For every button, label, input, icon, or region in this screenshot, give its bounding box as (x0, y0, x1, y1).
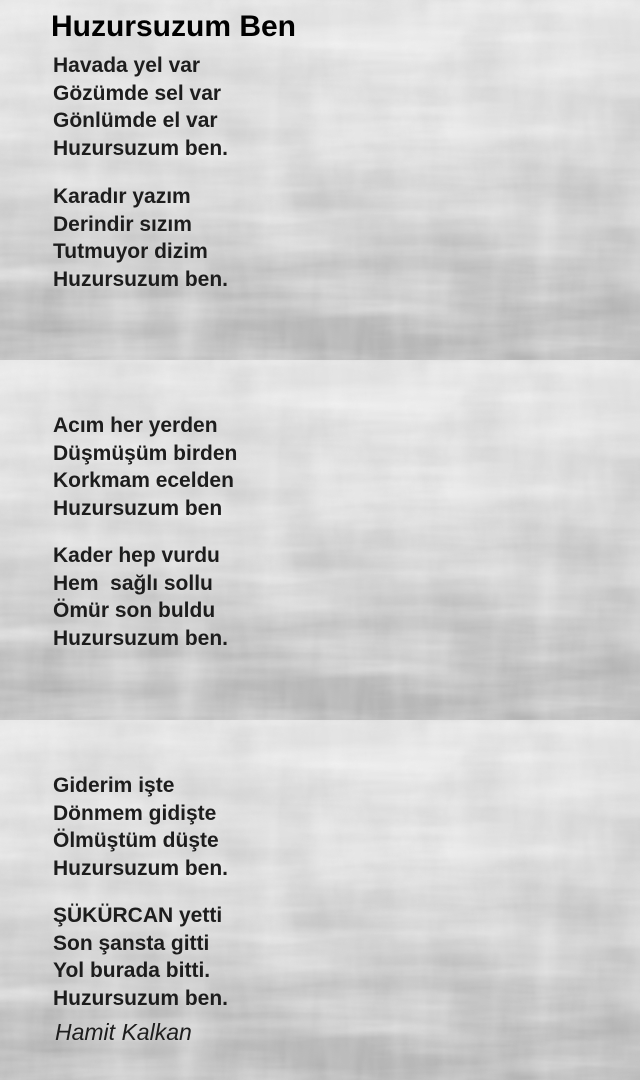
poem-title: Huzursuzum Ben (51, 10, 297, 43)
stanza-5 (53, 772, 228, 882)
poem-line: Huzursuzum ben. (53, 136, 229, 160)
poem-line: Derindir sızım (53, 212, 192, 236)
poem-line: Dönmem gidişte (53, 801, 217, 825)
poem-line: Korkmam ecelden (53, 469, 234, 492)
poem-line: Havada yel var (53, 54, 201, 77)
author-signature: Hamit Kalkan (55, 1019, 192, 1045)
poem-line: Karadır yazım (53, 185, 191, 208)
poem-line: Kader hep vurdu (53, 544, 220, 567)
poem-line: Düşmüşüm birden (53, 441, 238, 465)
poem-line: Huzursuzum ben. (53, 267, 229, 291)
poem-line: Huzursuzum ben. (53, 986, 229, 1010)
poem-line: Huzursuzum ben. (53, 626, 229, 650)
poem-line: Gözümde sel var (53, 81, 222, 105)
poem-line: Giderim işte (53, 774, 175, 797)
poem-line: Gönlümde el var (53, 109, 218, 132)
stanza-2 (53, 183, 228, 293)
poem-line: Yol burada bitti. (53, 959, 211, 982)
poem-line: Ölmüştüm düşte (53, 829, 219, 852)
poem-line: Hem sağlı sollu (53, 571, 213, 595)
poem-line: Huzursuzum ben. (53, 856, 229, 880)
stanza-6 (53, 902, 228, 1012)
poem-line: Tutmuyor dizim (53, 240, 208, 263)
poem-line: Acım her yerden (53, 414, 218, 437)
poem-line: ŞÜKÜRCAN yetti (53, 904, 223, 927)
poem-line: Huzursuzum ben (53, 496, 223, 520)
poem-line: Son şansta gitti (53, 931, 210, 955)
stanza-3 (53, 412, 237, 522)
poem-line: Ömür son buldu (53, 599, 216, 622)
stanza-1 (53, 52, 228, 162)
stanza-4 (53, 542, 228, 652)
